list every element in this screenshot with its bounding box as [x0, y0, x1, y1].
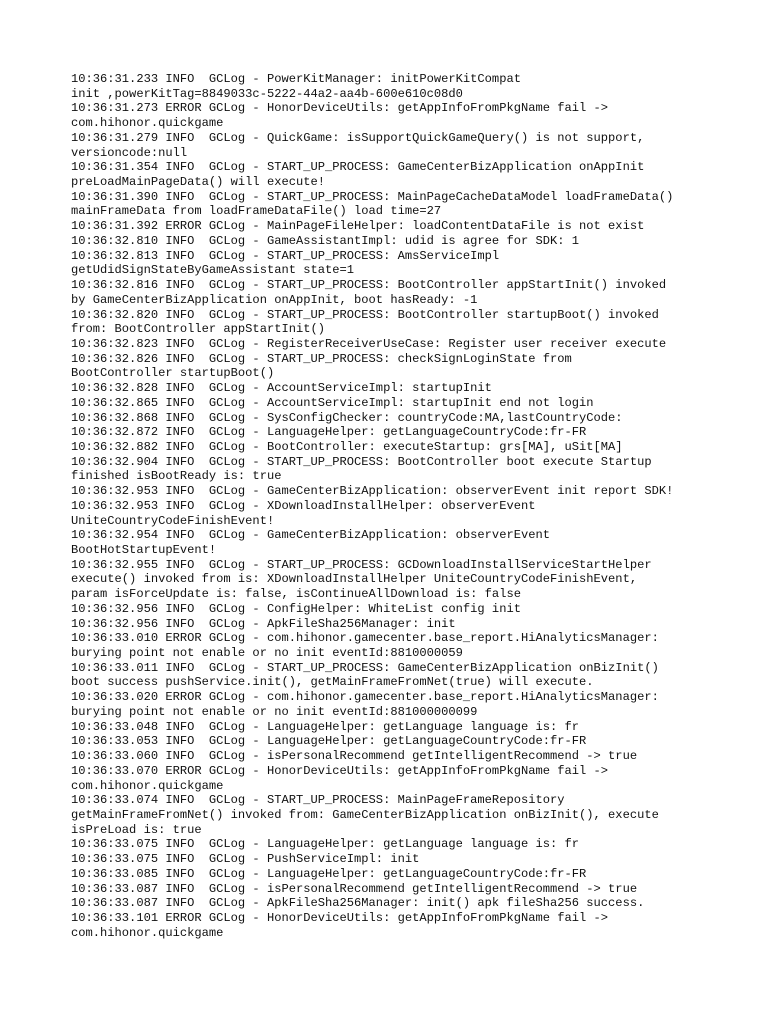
- log-line: 10:36:33.085 INFO GCLog - LanguageHelper: getLanguageCountryCode:fr-FR: [71, 866, 587, 881]
- log-line: 10:36:32.955 INFO GCLog - START_UP_PROCESS: GCDownloadInstallServiceStartHelper: [71, 557, 652, 572]
- log-line: BootHotStartupEvent!: [71, 543, 217, 557]
- log-line: UniteCountryCodeFinishEvent!: [71, 513, 275, 528]
- log-line: from: BootController appStartInit(): [71, 322, 326, 337]
- log-line: 10:36:32.826 INFO GCLog - START_UP_PROCESS: checkSignLoginState from: [71, 351, 572, 366]
- log-line: 10:36:33.060 INFO GCLog - isPersonalRecommend getIntelligentRecommend -> true: [71, 749, 638, 764]
- log-line: 10:36:31.354 INFO GCLog - START_UP_PROCESS: GameCenterBizApplication onAppInit: [71, 160, 645, 175]
- log-line: BootController startupBoot(): [71, 366, 275, 381]
- log-line: 10:36:32.882 INFO GCLog - BootController: executeStartup: grs[MA], uSit[MA]: [71, 439, 623, 454]
- log-line: 10:36:31.273 ERROR GCLog - HonorDeviceUtils: getAppInfoFromPkgName fail ->: [71, 101, 609, 116]
- log-line: 10:36:31.390 INFO GCLog - START_UP_PROCESS: MainPageCacheDataModel loadFrameData(): [71, 189, 674, 204]
- log-line: init ,powerKitTag=8849033c-5222-44a2-aa4b-600e610c08d0: [71, 86, 463, 101]
- log-line: finished isBootReady is: true: [71, 469, 282, 484]
- log-line: com.hihonor.quickgame: [71, 116, 224, 131]
- log-line: mainFrameData from loadFrameDataFile() load time=27: [71, 204, 442, 219]
- log-line: 10:36:32.872 INFO GCLog - LanguageHelper: getLanguageCountryCode:fr-FR: [71, 425, 587, 440]
- log-line: com.hihonor.quickgame: [71, 925, 224, 940]
- log-line: 10:36:32.813 INFO GCLog - START_UP_PROCESS: AmsServiceImpl: [71, 248, 500, 263]
- log-line: 10:36:32.954 INFO GCLog - GameCenterBizApplication: observerEvent: [71, 528, 550, 543]
- log-line: 10:36:33.070 ERROR GCLog - HonorDeviceUtils: getAppInfoFromPkgName fail ->: [71, 763, 609, 778]
- log-line: 10:36:32.868 INFO GCLog - SysConfigChecker: countryCode:MA,lastCountryCode:: [71, 410, 623, 425]
- log-line: 10:36:32.865 INFO GCLog - AccountServiceImpl: startupInit end not login: [71, 395, 594, 410]
- log-line: preLoadMainPageData() will execute!: [71, 175, 326, 190]
- log-line: com.hihonor.quickgame: [71, 778, 224, 793]
- log-line: 10:36:33.101 ERROR GCLog - HonorDeviceUtils: getAppInfoFromPkgName fail ->: [71, 910, 609, 925]
- log-line: execute() invoked from is: XDownloadInstallHelper UniteCountryCodeFinishEvent,: [71, 572, 638, 587]
- log-line: getUdidSignStateByGameAssistant state=1: [71, 263, 355, 278]
- log-line: getMainFrameFromNet() invoked from: GameCenterBizApplication onBizInit(), execute: [71, 807, 659, 822]
- log-line: 10:36:32.956 INFO GCLog - ApkFileSha256Manager: init: [71, 616, 456, 631]
- log-line: 10:36:31.233 INFO GCLog - PowerKitManager: initPowerKitCompat: [71, 72, 521, 86]
- log-line: 10:36:33.075 INFO GCLog - LanguageHelper: getLanguage language is: fr: [71, 837, 580, 852]
- log-line: 10:36:32.953 INFO GCLog - XDownloadInstallHelper: observerEvent: [71, 498, 536, 513]
- log-line: boot success pushService.init(), getMainFrameFromNet(true) will execute.: [71, 675, 594, 690]
- log-line: by GameCenterBizApplication onAppInit, boot hasReady: -1: [71, 292, 478, 307]
- log-line: 10:36:32.953 INFO GCLog - GameCenterBizApplication: observerEvent init report SDK!: [71, 484, 674, 499]
- log-line: burying point not enable or no init eventId:881000000099: [71, 704, 478, 719]
- log-line: 10:36:32.904 INFO GCLog - START_UP_PROCESS: BootController boot execute Startup: [71, 454, 652, 469]
- log-line: 10:36:32.816 INFO GCLog - START_UP_PROCESS: BootController appStartInit() invoked: [71, 278, 667, 293]
- log-line: 10:36:33.020 ERROR GCLog - com.hihonor.gamecenter.base_report.HiAnalyticsManager:: [71, 690, 659, 705]
- log-line: burying point not enable or no init eventId:8810000059: [71, 646, 463, 661]
- log-line: 10:36:32.956 INFO GCLog - ConfigHelper: WhiteList config init: [71, 601, 521, 616]
- log-line: 10:36:33.011 INFO GCLog - START_UP_PROCESS: GameCenterBizApplication onBizInit(): [71, 660, 659, 675]
- log-line: versioncode:null: [71, 145, 188, 160]
- log-line: 10:36:33.074 INFO GCLog - START_UP_PROCESS: MainPageFrameRepository: [71, 793, 565, 808]
- log-line: isPreLoad is: true: [71, 822, 202, 837]
- log-line: 10:36:33.053 INFO GCLog - LanguageHelper: getLanguageCountryCode:fr-FR: [71, 734, 587, 749]
- log-line: 10:36:33.075 INFO GCLog - PushServiceImpl: init: [71, 852, 420, 867]
- log-line: 10:36:31.279 INFO GCLog - QuickGame: isSupportQuickGameQuery() is not support,: [71, 130, 645, 145]
- log-line: 10:36:32.823 INFO GCLog - RegisterReceiverUseCase: Register user receiver execute: [71, 336, 667, 351]
- log-line: 10:36:32.820 INFO GCLog - START_UP_PROCESS: BootController startupBoot() invoked: [71, 307, 659, 322]
- log-line: 10:36:32.828 INFO GCLog - AccountServiceImpl: startupInit: [71, 381, 492, 396]
- log-line: 10:36:31.392 ERROR GCLog - MainPageFileHelper: loadContentDataFile is not exist: [71, 219, 645, 234]
- log-line: param isForceUpdate is: false, isContinueAllDownload is: false: [71, 587, 521, 602]
- log-text-block: [71, 72, 721, 940]
- log-line: 10:36:33.087 INFO GCLog - ApkFileSha256Manager: init() apk fileSha256 success.: [71, 896, 645, 911]
- log-line: 10:36:33.010 ERROR GCLog - com.hihonor.gamecenter.base_report.HiAnalyticsManager:: [71, 631, 659, 646]
- log-line: 10:36:33.087 INFO GCLog - isPersonalRecommend getIntelligentRecommend -> true: [71, 881, 638, 896]
- log-line: 10:36:33.048 INFO GCLog - LanguageHelper: getLanguage language is: fr: [71, 719, 580, 734]
- log-line: 10:36:32.810 INFO GCLog - GameAssistantImpl: udid is agree for SDK: 1: [71, 233, 580, 248]
